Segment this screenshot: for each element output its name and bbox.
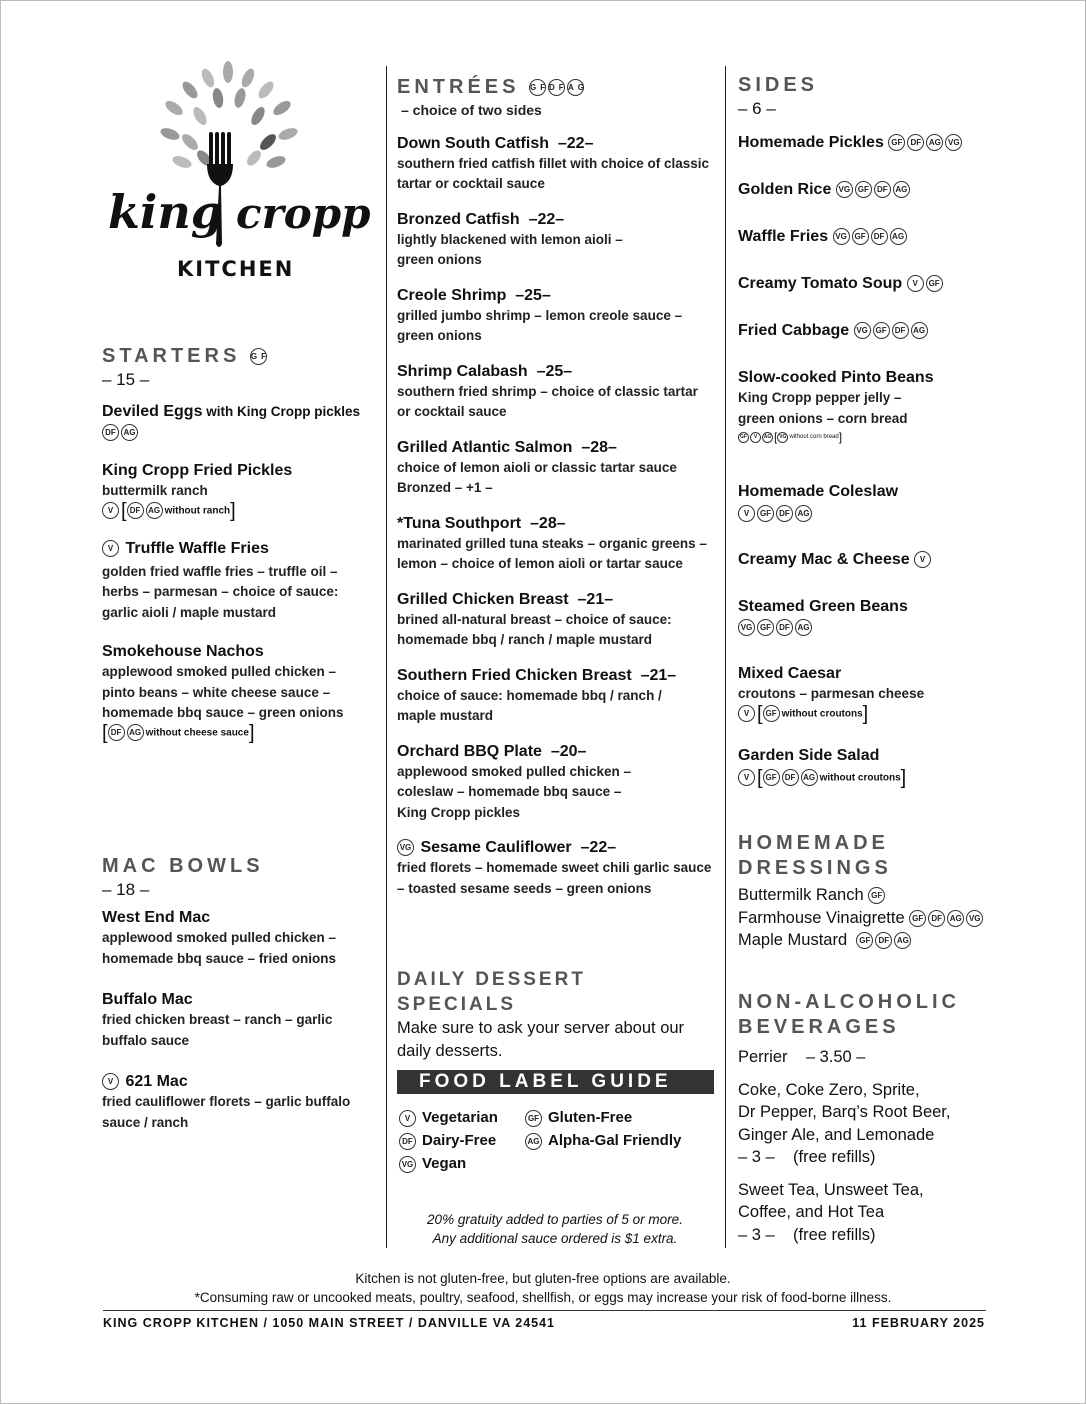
item-name: Shrimp Calabash xyxy=(397,362,528,380)
dairy-free-badge-icon: DF xyxy=(782,769,799,786)
raw-food-warning: *Consuming raw or uncooked meats, poultry, seafood, shellfish, or eggs may increase your risk of food-borne illness. xyxy=(194,1290,892,1305)
item-description: choice of lemon aioli or classic tartar sauce Bronzed – +1 – xyxy=(397,459,677,495)
item-description: marinated grilled tuna steaks – organic greens – lemon – choice of lemon aioli or tartar sauce xyxy=(397,535,707,571)
menu-item xyxy=(102,989,372,1051)
side-item xyxy=(738,132,1038,153)
item-name: *Tuna Southport xyxy=(397,514,522,532)
item-price: –22– xyxy=(528,210,565,228)
item-name: King Cropp Fried Pickles xyxy=(102,462,293,479)
legend-entry xyxy=(399,1131,496,1151)
legend-entry xyxy=(525,1108,632,1128)
gluten-free-badge-icon: GF xyxy=(529,79,546,96)
alpha-gal-badge-icon: AG xyxy=(911,322,928,339)
side-item xyxy=(738,179,1038,200)
item-name: Truffle Waffle Fries xyxy=(125,539,269,557)
vegetarian-badge-icon: V xyxy=(399,1110,416,1127)
item-name: Slow-cooked Pinto Beans xyxy=(738,369,934,386)
beverages-title-line: NON-ALCOHOLIC xyxy=(738,991,960,1013)
vegetarian-badge-icon: V xyxy=(907,275,924,292)
sides-price: – 6 – xyxy=(738,99,776,118)
menu-item xyxy=(397,361,713,423)
item-description: southern fried shrimp – choice of classic tartar or cocktail sauce xyxy=(397,383,698,419)
item-description: lightly blackened with lemon aioli – green onions xyxy=(397,231,623,267)
item-price: –20– xyxy=(550,742,587,760)
gluten-disclaimer: Kitchen is not gluten-free, but gluten-free options are available. xyxy=(355,1271,731,1286)
alpha-gal-badge-icon: AG xyxy=(567,79,584,96)
item-price: –22– xyxy=(580,839,617,856)
bracket-note: without croutons xyxy=(819,771,901,783)
item-description: applewood smoked pulled chicken – pinto beans – white cheese sauce – homemade bbq sauce – green onions xyxy=(102,664,344,720)
item-name: Mixed Caesar xyxy=(738,665,842,682)
item-name: Creamy Tomato Soup xyxy=(738,275,903,292)
tree-fork-icon xyxy=(108,58,371,282)
legend-label: Gluten-Free xyxy=(548,1109,633,1126)
item-name: Creole Shrimp xyxy=(397,286,507,304)
dairy-free-badge-icon: DF xyxy=(874,181,891,198)
item-name: Grilled Atlantic Salmon xyxy=(397,438,573,456)
gluten-free-badge-icon: GF xyxy=(738,432,749,443)
dressing-name: Buttermilk Ranch xyxy=(738,886,864,904)
item-name: Homemade Pickles xyxy=(738,134,884,151)
item-name: Grilled Chicken Breast xyxy=(397,590,569,608)
item-description: golden fried waffle fries – truffle oil – herbs – parmesan – choice of sauce: garlic aioli / maple mustard xyxy=(102,563,339,620)
item-name: Smokehouse Nachos xyxy=(102,643,264,660)
item-description: choice of sauce: homemade bbq / ranch / maple mustard xyxy=(397,687,662,723)
logo-word-kitchen: KITCHEN xyxy=(177,257,295,281)
bracket-note: without croutons xyxy=(781,707,863,719)
item-name: West End Mac xyxy=(102,909,211,926)
left-column xyxy=(102,344,372,1130)
soda-line: Ginger Ale, and Lemonade xyxy=(738,1125,935,1144)
side-item xyxy=(738,596,1038,637)
tea-price: – 3 – (free refills) xyxy=(738,1225,876,1244)
menu-item xyxy=(102,1071,372,1133)
gratuity-note xyxy=(397,1210,713,1248)
dairy-free-badge-icon: DF xyxy=(399,1133,416,1150)
menu-item xyxy=(397,665,713,727)
column-divider-right xyxy=(725,66,726,1248)
side-item: Slow-cooked Pinto Beans King Cropp pepper jelly – green onions – corn bread GF V AG [ VG without corn bread] xyxy=(738,367,1038,445)
bracket-note: without ranch xyxy=(164,504,231,516)
item-description: King Cropp pepper jelly – green onions – corn bread xyxy=(738,390,908,426)
vegetarian-badge-icon: V xyxy=(102,502,119,519)
right-column xyxy=(738,73,1038,1244)
gluten-free-badge-icon: GF xyxy=(763,769,780,786)
food-label-guide-title: FOOD LABEL GUIDE xyxy=(397,1070,714,1094)
side-item xyxy=(738,549,1038,570)
legend-label: Alpha-Gal Friendly xyxy=(548,1132,682,1149)
legend-label: Vegetarian xyxy=(422,1109,498,1126)
perrier-line: Perrier – 3.50 – xyxy=(738,1048,866,1066)
side-item xyxy=(738,273,1038,294)
gluten-free-badge-icon: GF xyxy=(909,910,926,927)
mac-bowls-title: MAC BOWLS xyxy=(102,855,264,877)
entrees-title: ENTRÉES xyxy=(397,76,520,98)
alpha-gal-badge-icon: AG xyxy=(525,1133,542,1150)
dairy-free-badge-icon: DF xyxy=(776,505,793,522)
vegetarian-badge-icon: V xyxy=(738,705,755,722)
item-name: 621 Mac xyxy=(125,1073,188,1090)
dairy-free-badge-icon: DF xyxy=(776,619,793,636)
item-name: Southern Fried Chicken Breast xyxy=(397,666,632,684)
item-name-suffix: with King Cropp pickles xyxy=(202,404,360,419)
vegetarian-badge-icon: V xyxy=(914,551,931,568)
dairy-free-badge-icon: DF xyxy=(548,79,565,96)
dairy-free-badge-icon: DF xyxy=(102,424,119,441)
item-description: croutons – parmesan cheese xyxy=(738,686,925,701)
menu-item xyxy=(102,907,372,969)
entrees-subtitle: – choice of two sides xyxy=(401,102,542,118)
dairy-free-badge-icon: DF xyxy=(907,134,924,151)
item-name: Down South Catfish xyxy=(397,134,549,152)
side-item xyxy=(738,226,1038,247)
dressing-name: Maple Mustard xyxy=(738,931,848,949)
logo-word-cropp: cropp xyxy=(236,189,371,238)
item-name: Steamed Green Beans xyxy=(738,598,908,615)
dressings-title-line: DRESSINGS xyxy=(738,857,892,879)
gluten-free-badge-icon: GF xyxy=(926,275,943,292)
sides-title: SIDES xyxy=(738,74,819,96)
alpha-gal-badge-icon: AG xyxy=(127,724,144,741)
gluten-free-badge-icon: GF xyxy=(757,619,774,636)
vegan-badge-icon: VG xyxy=(833,228,850,245)
legend-label: Dairy-Free xyxy=(422,1132,497,1149)
section-title xyxy=(102,344,372,369)
dressings-title-line: HOMEMADE xyxy=(738,832,889,854)
dressing-name: Farmhouse Vinaigrette xyxy=(738,908,905,927)
item-description: southern fried catfish fillet with choice of classic tartar or cocktail sauce xyxy=(397,155,710,191)
vegan-badge-icon: VG xyxy=(854,322,871,339)
item-name: Waffle Fries xyxy=(738,228,829,245)
bracket-note: without cheese sauce xyxy=(145,726,249,738)
gluten-free-badge-icon: GF xyxy=(856,932,873,949)
vegan-badge-icon: VG xyxy=(399,1156,416,1173)
sauce-line: Any additional sauce ordered is $1 extra. xyxy=(432,1231,678,1246)
dessert-section xyxy=(397,967,713,1063)
dressings-section xyxy=(738,831,1038,952)
item-description: grilled jumbo shrimp – lemon creole sauce – green onions xyxy=(397,307,683,343)
footer-address: KING CROPP KITCHEN / 1050 MAIN STREET / DANVILLE VA 24541 xyxy=(103,1316,555,1330)
menu-item xyxy=(102,538,372,624)
alpha-gal-badge-icon: AG xyxy=(894,932,911,949)
menu-item: King Cropp Fried Pickles buttermilk ranch V [ DF AG without ranch] xyxy=(102,460,372,520)
vegetarian-badge-icon: V xyxy=(738,505,755,522)
legend-label: Vegan xyxy=(422,1155,467,1172)
item-description: applewood smoked pulled chicken – coleslaw – homemade bbq sauce – King Cropp pickles xyxy=(397,763,632,820)
bracket-note: without corn bread xyxy=(789,434,839,440)
vegetarian-badge-icon: V xyxy=(102,1073,119,1090)
gluten-free-badge-icon: GF xyxy=(855,181,872,198)
item-description: brined all-natural breast – choice of sauce: homemade bbq / ranch / maple mustard xyxy=(397,611,672,647)
logo-word-king: king xyxy=(108,185,223,239)
footer-divider xyxy=(103,1310,986,1311)
item-price: –28– xyxy=(530,514,566,532)
gluten-free-badge-icon: GF xyxy=(873,322,890,339)
dairy-free-badge-icon: DF xyxy=(108,724,125,741)
item-price: –21– xyxy=(640,666,677,684)
legend-entry xyxy=(399,1108,498,1128)
menu-item xyxy=(397,589,713,651)
beverages-title-line: BEVERAGES xyxy=(738,1016,900,1038)
menu-item: Smokehouse Nachos applewood smoked pulled chicken – pinto beans – white cheese sauce – homemade bbq sauce – green onions [ DF AG without cheese sauce] xyxy=(102,641,372,742)
beverages-section xyxy=(738,990,1038,1246)
vegan-badge-icon: VG xyxy=(777,432,788,443)
alpha-gal-badge-icon: AG xyxy=(893,181,910,198)
item-price: –22– xyxy=(557,134,594,152)
starters-price: – 15 – xyxy=(102,370,150,389)
item-description: buttermilk ranch xyxy=(102,483,208,498)
item-description: fried chicken breast – ranch – garlic buffalo sauce xyxy=(102,1012,333,1048)
soda-price: – 3 – (free refills) xyxy=(738,1148,876,1166)
column-divider-left xyxy=(386,66,387,1248)
gluten-free-badge-icon: GF xyxy=(757,505,774,522)
alpha-gal-badge-icon: AG xyxy=(890,228,907,245)
starters-title: STARTERS xyxy=(102,345,241,367)
legend-entry xyxy=(525,1131,681,1151)
footer-date: 11 FEBRUARY 2025 xyxy=(852,1316,985,1330)
soda-line: Dr Pepper, Barq’s Root Beer, xyxy=(738,1103,951,1121)
menu-item xyxy=(397,285,713,347)
item-name: Creamy Mac & Cheese xyxy=(738,551,910,568)
vegan-badge-icon: VG xyxy=(945,134,962,151)
gluten-free-badge-icon: GF xyxy=(763,705,780,722)
alpha-gal-badge-icon: AG xyxy=(801,769,818,786)
gluten-free-badge-icon: GF xyxy=(525,1110,542,1127)
starters-section xyxy=(102,344,372,742)
vegetarian-badge-icon: V xyxy=(750,432,761,443)
dairy-free-badge-icon: DF xyxy=(928,910,945,927)
side-item xyxy=(738,481,1038,523)
alpha-gal-badge-icon: AG xyxy=(795,505,812,522)
alpha-gal-badge-icon: AG xyxy=(926,134,943,151)
dairy-free-badge-icon: DF xyxy=(875,932,892,949)
item-name: Orchard BBQ Plate xyxy=(397,742,542,760)
menu-item xyxy=(397,133,713,195)
item-price: –25– xyxy=(515,286,551,304)
menu-item xyxy=(397,837,713,899)
menu-item xyxy=(397,513,713,575)
item-name: Garden Side Salad xyxy=(738,746,880,764)
gluten-free-badge-icon: GF xyxy=(250,348,267,365)
side-item: Mixed Caesar croutons – parmesan cheese V [ GF without croutons] xyxy=(738,663,1038,723)
menu-item xyxy=(397,437,713,499)
vegan-badge-icon: VG xyxy=(397,839,414,856)
item-name: Fried Cabbage xyxy=(738,322,850,339)
alpha-gal-badge-icon: AG xyxy=(121,424,138,441)
menu-item xyxy=(397,209,713,271)
side-item: Garden Side Salad V [ GF DF AG without croutons] xyxy=(738,745,1038,787)
legend-entry xyxy=(399,1154,466,1174)
item-name: Bronzed Catfish xyxy=(397,210,520,228)
dairy-free-badge-icon: DF xyxy=(127,502,144,519)
middle-column xyxy=(397,75,713,1060)
item-description: fried florets – homemade sweet chili garlic sauce – toasted sesame seeds – green onions xyxy=(397,860,712,896)
vegetarian-badge-icon: V xyxy=(738,769,755,786)
item-price: –21– xyxy=(577,590,614,608)
dairy-free-badge-icon: DF xyxy=(871,228,888,245)
alpha-gal-badge-icon: AG xyxy=(947,910,964,927)
item-description: fried cauliflower florets – garlic buffalo sauce / ranch xyxy=(102,1094,351,1130)
menu-item xyxy=(102,401,372,442)
soda-line: Coke, Coke Zero, Sprite, xyxy=(738,1080,920,1099)
item-name: Sesame Cauliflower xyxy=(420,839,572,856)
gluten-free-badge-icon: GF xyxy=(888,134,905,151)
menu-item xyxy=(397,741,713,824)
item-description: applewood smoked pulled chicken – homemade bbq sauce – fried onions xyxy=(102,930,337,966)
tea-line: Sweet Tea, Unsweet Tea, xyxy=(738,1180,924,1199)
item-price: –25– xyxy=(536,362,573,380)
item-name: Deviled Eggs xyxy=(102,403,203,420)
gluten-free-badge-icon: GF xyxy=(852,228,869,245)
mac-bowls-price: – 18 – xyxy=(102,880,150,899)
sides-section xyxy=(738,73,1038,787)
tea-line: Coffee, and Hot Tea xyxy=(738,1203,885,1221)
dessert-text: Make sure to ask your server about our daily desserts. xyxy=(397,1019,685,1060)
vegan-badge-icon: VG xyxy=(836,181,853,198)
dessert-title: DAILY DESSERT SPECIALS xyxy=(397,969,586,1015)
vegetarian-badge-icon: V xyxy=(102,540,119,557)
item-name: Golden Rice xyxy=(738,181,832,198)
gluten-free-badge-icon: GF xyxy=(868,887,885,904)
vegan-badge-icon: VG xyxy=(738,619,755,636)
item-price: –28– xyxy=(581,438,617,456)
alpha-gal-badge-icon: AG xyxy=(146,502,163,519)
entrees-section xyxy=(397,75,713,899)
vegan-badge-icon: VG xyxy=(966,910,983,927)
alpha-gal-badge-icon: AG xyxy=(762,432,773,443)
mac-bowls-section xyxy=(102,854,372,1147)
item-name: Homemade Coleslaw xyxy=(738,483,899,500)
dairy-free-badge-icon: DF xyxy=(892,322,909,339)
item-name: Buffalo Mac xyxy=(102,991,193,1008)
alpha-gal-badge-icon: AG xyxy=(795,619,812,636)
gratuity-line: 20% gratuity added to parties of 5 or more. xyxy=(427,1212,683,1227)
side-item xyxy=(738,320,1038,341)
